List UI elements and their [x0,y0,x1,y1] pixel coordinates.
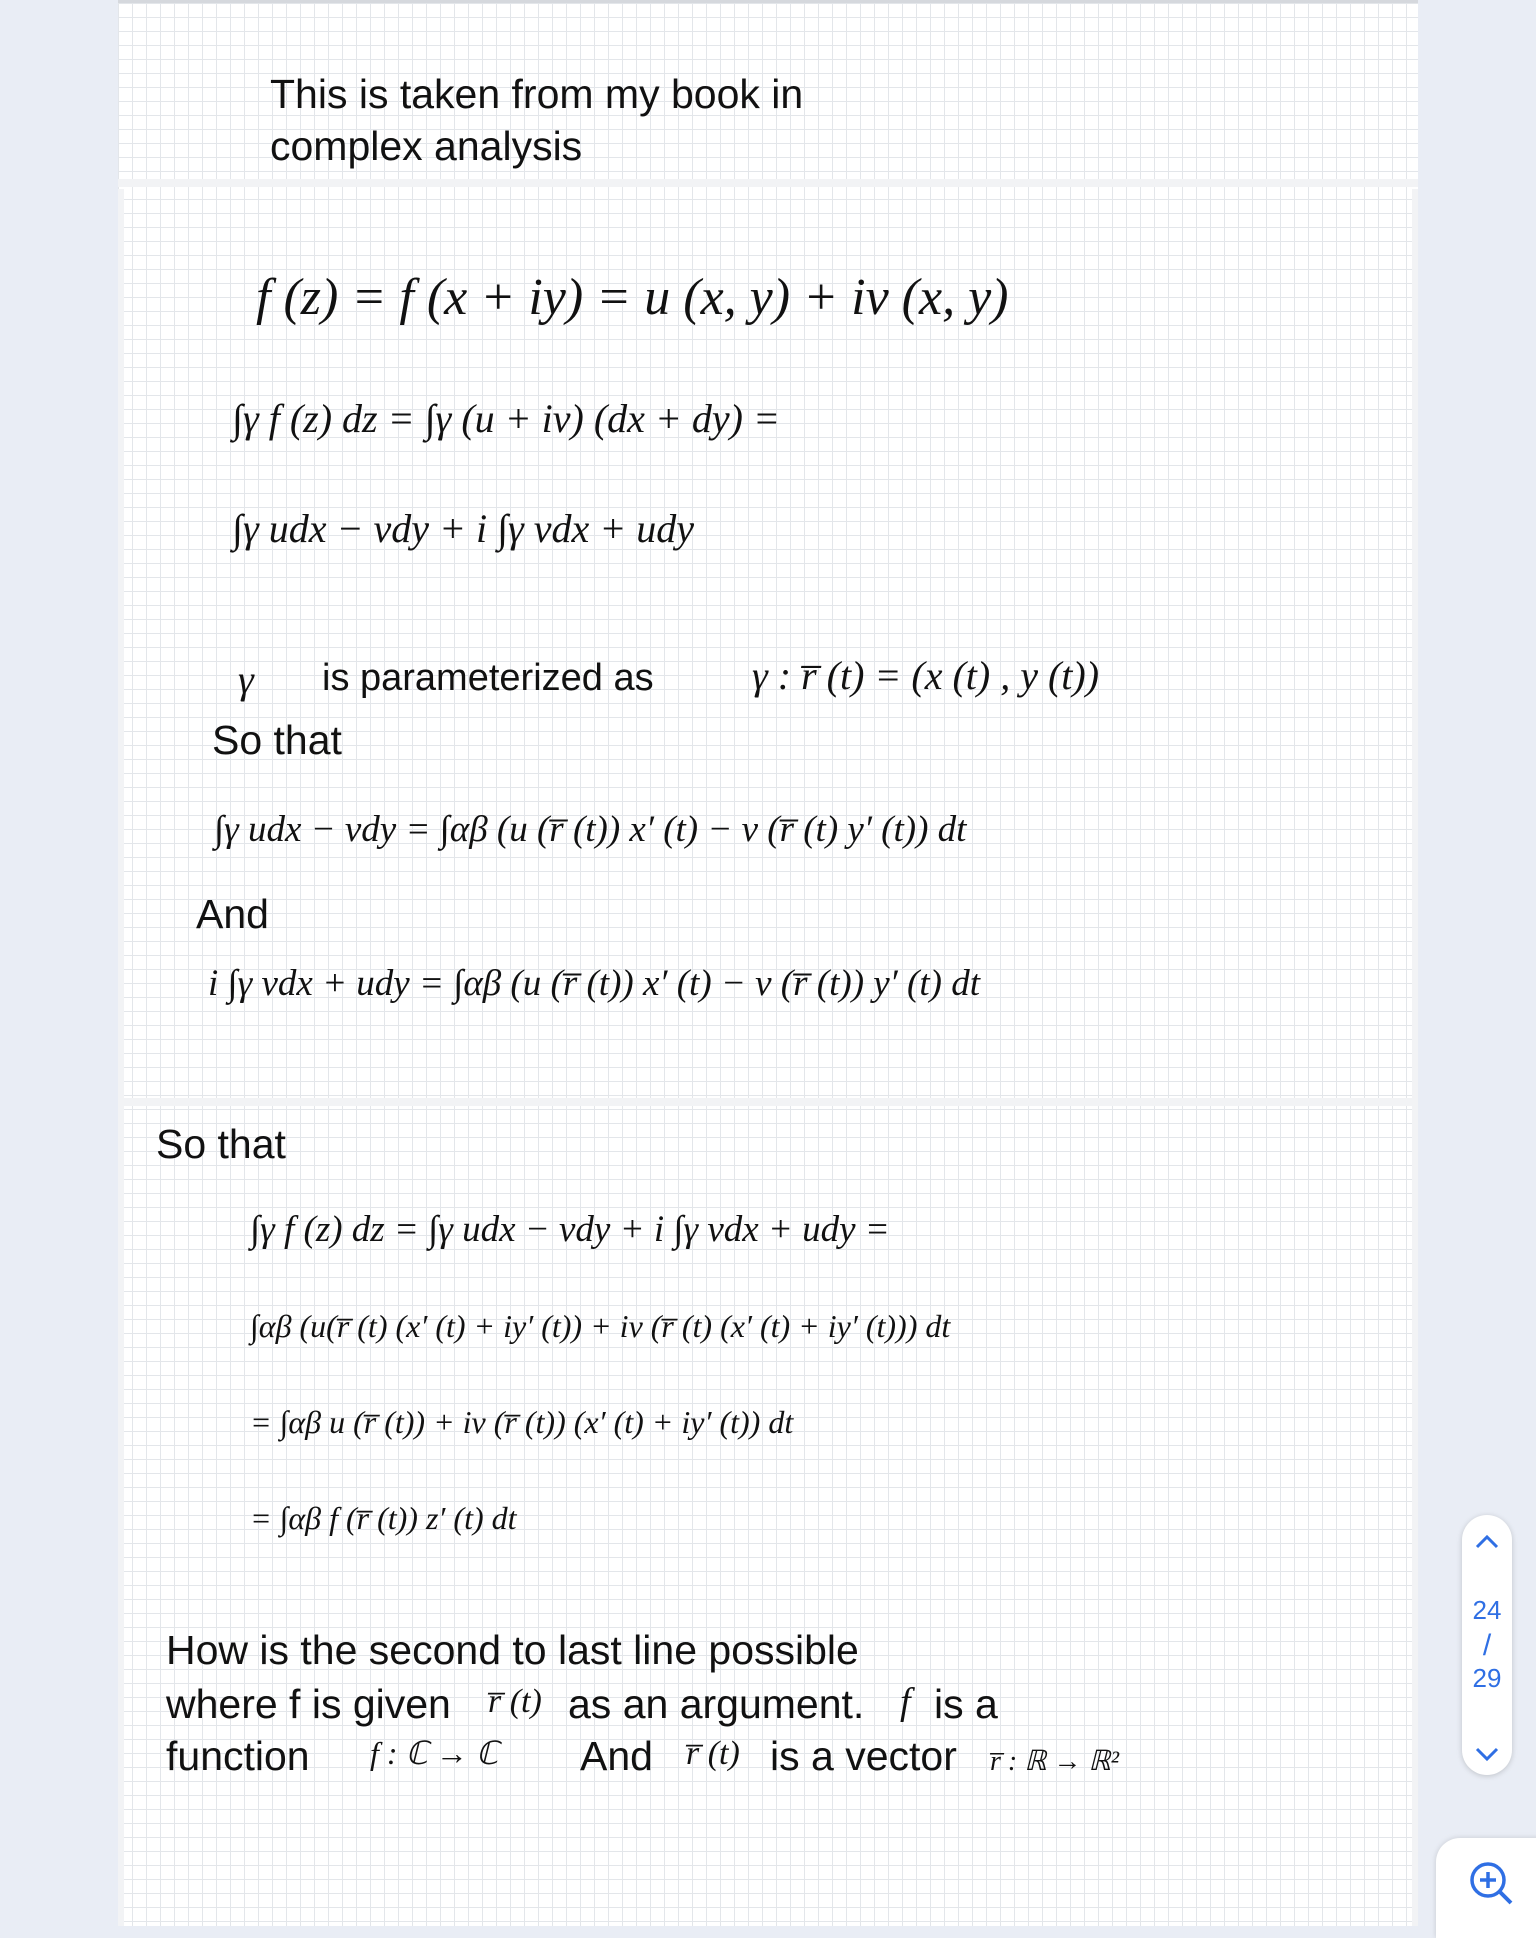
equation-derivation-line-4[interactable]: = ∫αβ f (r̅ (t)) z′ (t) dt [250,1500,517,1536]
equation-integral-line-2[interactable]: ∫γ udx − vdy + i ∫γ vdx + udy [232,506,695,551]
total-page-number: 29 [1472,1663,1502,1693]
so-that-label-2[interactable]: So that [156,1121,286,1167]
question-line-2-end[interactable]: is a [934,1681,998,1727]
block-separator [118,179,1418,187]
question-line-1[interactable]: How is the second to last line possible [166,1627,859,1673]
equation-real-part[interactable]: ∫γ udx − vdy = ∫αβ (u (r̅ (t)) x′ (t) − v (r̅ (t) y′ (t)) dt [214,809,967,850]
page-navigator [1462,1515,1512,1775]
and-label[interactable]: And [196,891,269,937]
block-border [118,189,124,1926]
question-line-2-start[interactable]: where f is given [166,1681,451,1727]
r-of-t-math-2[interactable]: r̅ (t) [686,1735,740,1772]
equation-derivation-line-1[interactable]: ∫γ f (z) dz = ∫γ udx − vdy + i ∫γ vdx + udy = [250,1209,890,1250]
intro-line-2[interactable]: complex analysis [270,123,583,169]
equation-parameterization[interactable]: γ : r̅ (t) = (x (t) , y (t)) [752,653,1100,698]
page-divider: / [1482,1629,1492,1662]
r-of-t-math[interactable]: r̅ (t) [488,1683,542,1720]
parameterized-text[interactable]: is parameterized as [322,657,654,699]
zoom-button[interactable] [1436,1838,1536,1938]
equation-f-definition[interactable]: f (z) = f (x + iy) = u (x, y) + iv (x, y) [256,269,1009,326]
chevron-down-icon[interactable] [1462,1737,1512,1772]
block-border [1412,189,1418,1926]
question-line-3-middle[interactable]: is a vector [770,1733,957,1779]
equation-derivation-line-2[interactable]: ∫αβ (u(r̅ (t) (x′ (t) + iy′ (t)) + iv (r̅ (t) (x′ (t) + iy′ (t))) dt [250,1308,951,1344]
so-that-label[interactable]: So that [212,717,342,763]
intro-line-1[interactable]: This is taken from my book in [270,71,804,117]
zoom-in-icon [1468,1860,1514,1906]
f-symbol-math[interactable]: f [900,1681,911,1723]
block-separator [118,1098,1418,1106]
gamma-symbol[interactable]: γ [238,657,254,702]
question-line-3-and[interactable]: And [580,1733,653,1779]
question-line-2-middle[interactable]: as an argument. [568,1681,865,1727]
vector-mapping-math[interactable]: r̅ : ℝ → ℝ² [990,1746,1119,1777]
equation-derivation-line-3[interactable]: = ∫αβ u (r̅ (t)) + iv (r̅ (t)) (x′ (t) + iy′ (t)) dt [250,1404,794,1440]
chevron-up-icon[interactable] [1462,1525,1512,1560]
equation-integral-line-1[interactable]: ∫γ f (z) dz = ∫γ (u + iv) (dx + dy) = [232,396,780,441]
equation-imaginary-part[interactable]: i ∫γ vdx + udy = ∫αβ (u (r̅ (t)) x′ (t) − v (r̅ (t)) y′ (t) dt [208,963,980,1004]
f-mapping-math[interactable]: f : ℂ → ℂ [370,1735,499,1771]
current-page-number: 24 [1472,1595,1502,1625]
question-line-3-start[interactable]: function [166,1733,310,1779]
